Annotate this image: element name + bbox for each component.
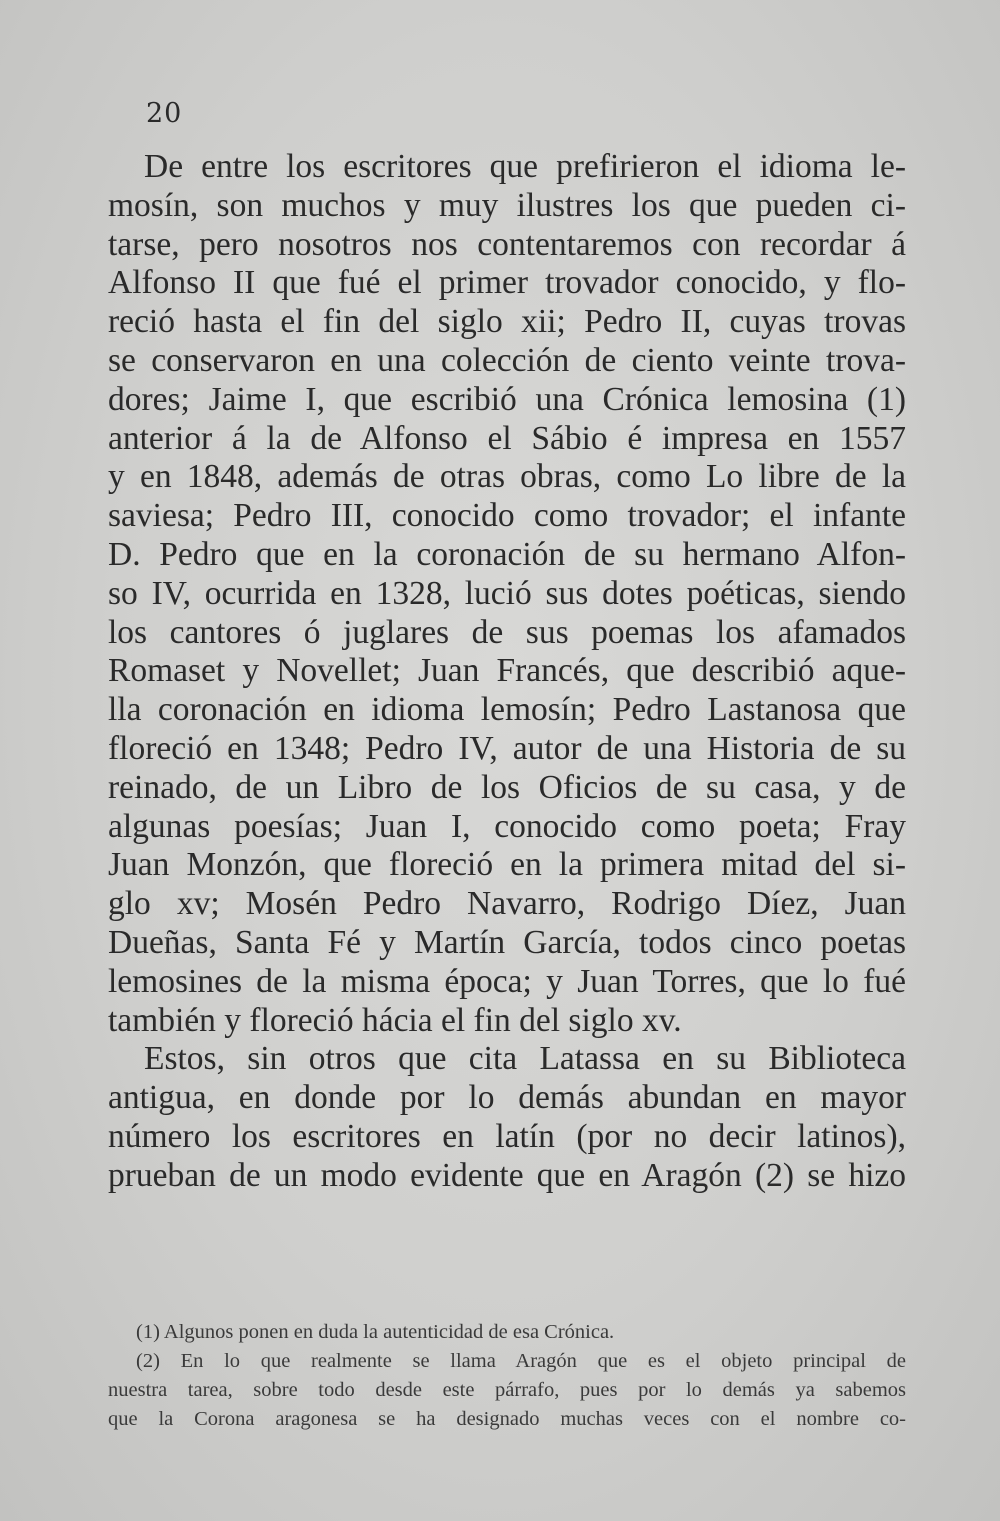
text-line-23: también y floreció hácia el fin del siglo xv. [108,1001,682,1039]
text-line-11: D. Pedro que en la coronación de su hermano Alfon- [108,535,906,573]
footnote-line-3: nuestra tarea, sobre todo desde este párrafo, pues por lo demás ya sabemos [108,1379,906,1401]
footnote-line-4: que la Corona aragonesa se ha designado muchas veces con el nombre co- [108,1408,906,1430]
text-line-17: reinado, de un Libro de los Oficios de su casa, y de [108,768,906,806]
text-line-22: lemosines de la misma época; y Juan Torres, que lo fué [108,962,906,1000]
text-line-5: reció hasta el fin del siglo xii; Pedro II, cuyas trovas [108,303,906,341]
text-line-24: Estos, sin otros que cita Latassa en su Biblioteca [144,1040,906,1078]
text-line-13: los cantores ó juglares de sus poemas los afamados [108,613,906,651]
text-line-26: número los escritores en latín (por no decir latinos), [108,1117,906,1155]
text-line-14: Romaset y Novellet; Juan Francés, que describió aque- [108,652,906,690]
text-line-16: floreció en 1348; Pedro IV, autor de una Historia de su [108,729,906,767]
text-line-20: glo xv; Mosén Pedro Navarro, Rodrigo Díez, Juan [108,885,906,923]
text-line-21: Dueñas, Santa Fé y Martín García, todos cinco poetas [108,923,906,961]
footnote-line-1: (1) Algunos ponen en duda la autenticidad de esa Crónica. [136,1321,615,1343]
page-number: 20 [146,98,183,129]
text-line-19: Juan Monzón, que floreció en la primera mitad del si- [108,846,906,884]
text-line-2: mosín, son muchos y muy ilustres los que pueden ci- [108,186,906,224]
text-line-3: tarse, pero nosotros nos contentaremos con recordar á [108,225,906,263]
main-text [108,148,906,1196]
text-line-25: antigua, en donde por lo demás abundan en mayor [108,1079,906,1117]
text-line-7: dores; Jaime I, que escribió una Crónica lemosina (1) [108,380,906,418]
text-line-12: so IV, ocurrida en 1328, lució sus dotes poéticas, siendo [108,574,906,612]
footnote-line-2: (2) En lo que realmente se llama Aragón que es el objeto principal de [136,1350,906,1372]
footnotes [108,1318,906,1434]
text-line-8: anterior á la de Alfonso el Sábio é impresa en 1557 [108,419,906,457]
text-line-6: se conservaron en una colección de ciento veinte trova- [108,341,906,379]
text-line-9: y en 1848, además de otras obras, como Lo libre de la [108,458,906,496]
text-line-15: lla coronación en idioma lemosín; Pedro Lastanosa que [108,691,906,729]
text-line-18: algunas poesías; Juan I, conocido como poeta; Fray [108,807,906,845]
text-line-1: De entre los escritores que prefirieron el idioma le- [144,148,906,185]
text-line-27: prueban de un modo evidente que en Aragón (2) se hizo [108,1156,906,1194]
text-line-10: saviesa; Pedro III, conocido como trovador; el infante [108,497,906,535]
text-line-4: Alfonso II que fué el primer trovador conocido, y flo- [108,264,906,302]
